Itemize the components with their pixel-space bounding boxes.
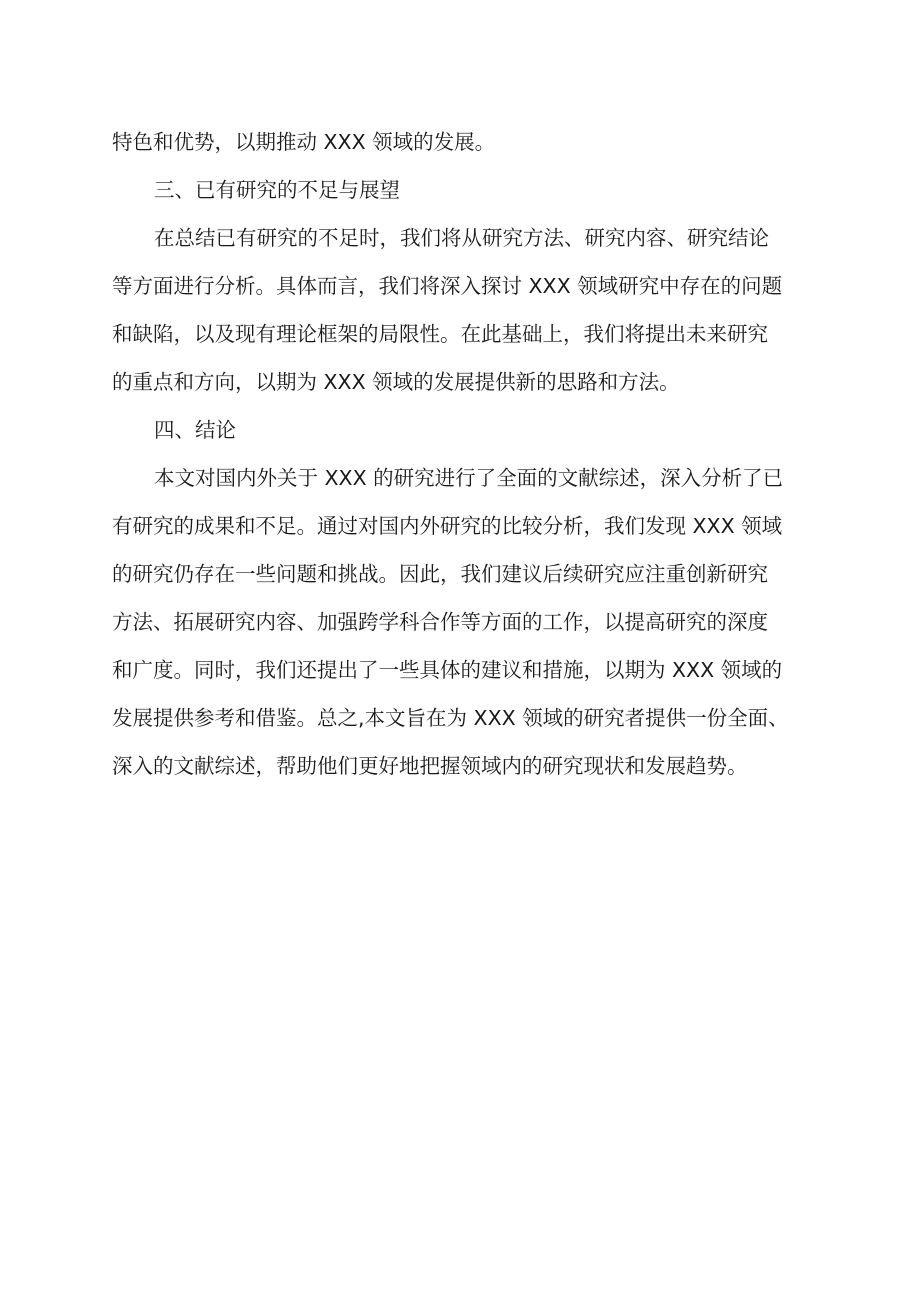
paragraph-line: 有研究的成果和不足。通过对国内外研究的比较分析，我们发现 XXX 领域 (112, 514, 783, 538)
section-heading-shortcomings: 三、已有研究的不足与展望 (154, 178, 400, 202)
paragraph-line: 的重点和方向，以期为 XXX 领域的发展提供新的思路和方法。 (112, 370, 680, 394)
paragraph-line: 特色和优势，以期推动 XXX 领域的发展。 (112, 130, 496, 154)
paragraph-line: 的研究仍存在一些问题和挑战。因此，我们建议后续研究应注重创新研究 (112, 562, 768, 586)
paragraph-line: 和广度。同时，我们还提出了一些具体的建议和措施，以期为 XXX 领域的 (112, 658, 783, 682)
paragraph-line: 和缺陷，以及现有理论框架的局限性。在此基础上，我们将提出未来研究 (112, 322, 768, 346)
paragraph-line: 方法、拓展研究内容、加强跨学科合作等方面的工作，以提高研究的深度 (112, 610, 768, 634)
document-body (112, 118, 812, 790)
paragraph-line: 等方面进行分析。具体而言，我们将深入探讨 XXX 领域研究中存在的问题 (112, 274, 783, 298)
section-heading-conclusion: 四、结论 (154, 418, 236, 442)
paragraph-line: 深入的文献综述，帮助他们更好地把握领域内的研究现状和发展趋势。 (112, 754, 748, 778)
paragraph-line: 在总结已有研究的不足时，我们将从研究方法、研究内容、研究结论 (154, 226, 769, 250)
paragraph-line: 发展提供参考和借鉴。总之,本文旨在为 XXX 领域的研究者提供一份全面、 (112, 706, 789, 730)
paragraph-line: 本文对国内外关于 XXX 的研究进行了全面的文献综述，深入分析了已 (154, 466, 784, 490)
